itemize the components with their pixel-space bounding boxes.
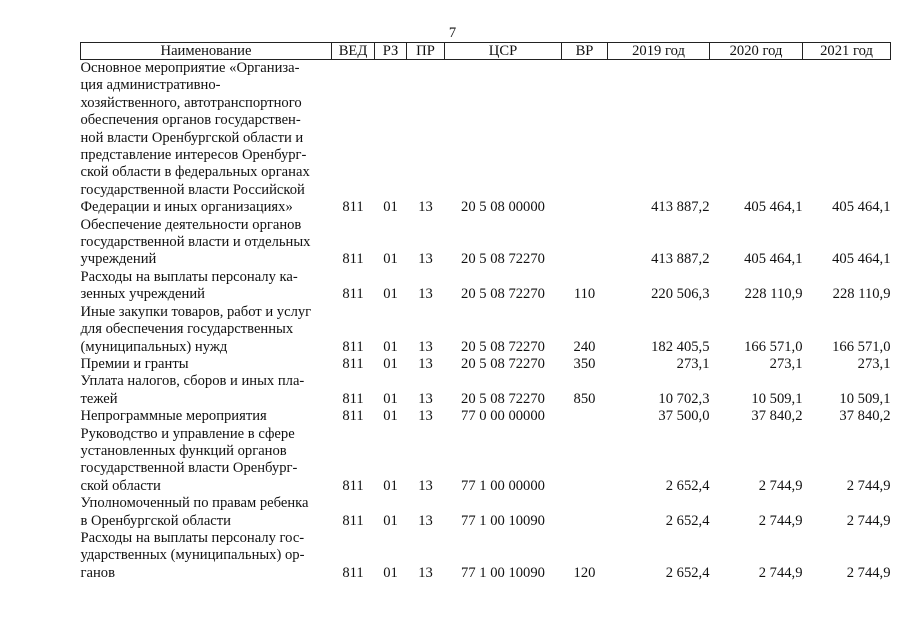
row-name-line: в Оренбургской области <box>80 512 231 529</box>
row-name-line: зенных учреждений <box>80 286 205 303</box>
pr-cell: 13 <box>418 408 433 425</box>
table-body <box>81 60 891 583</box>
row-name-cell <box>81 373 332 408</box>
pr-cell: 13 <box>418 338 433 355</box>
table-row <box>81 217 891 269</box>
csr-cell: 77 1 00 10090 <box>461 564 545 581</box>
table-header-row <box>81 43 891 60</box>
table-row <box>81 60 891 217</box>
ved-cell: 811 <box>342 338 364 355</box>
row-name-line: Непрограммные мероприятия <box>80 408 267 425</box>
value-2021-cell: 10 509,1 <box>839 390 891 407</box>
row-name-line: Основное мероприятие «Организа- <box>80 60 300 76</box>
row-name-cell <box>81 426 332 496</box>
row-name-line: ударственных (муниципальных) ор- <box>80 547 305 564</box>
row-name-line: хозяйственного, автотранспортного <box>80 94 302 111</box>
value-2019-cell: 2 652,4 <box>665 564 710 581</box>
vr-cell <box>562 217 608 269</box>
row-name-line: ской области <box>80 477 161 494</box>
row-name-line: обеспечения органов государствен- <box>80 112 301 129</box>
value-2021-cell: 166 571,0 <box>832 338 891 355</box>
csr-cell: 20 5 08 72270 <box>461 390 545 407</box>
row-name-line: ской области в федеральных органах <box>80 164 310 181</box>
header-pr: ПР <box>407 43 445 60</box>
vr-cell: 120 <box>573 564 596 581</box>
value-2020-cell: 405 464,1 <box>744 251 803 268</box>
value-2020-cell: 2 744,9 <box>758 477 803 494</box>
table-row <box>81 304 891 356</box>
pr-cell: 13 <box>418 251 433 268</box>
value-2021-cell: 228 110,9 <box>832 286 891 303</box>
pr-cell: 13 <box>418 199 433 216</box>
rz-cell: 01 <box>383 199 398 216</box>
row-name-cell <box>81 60 332 217</box>
header-2019: 2019 год <box>608 43 710 60</box>
ved-cell: 811 <box>342 477 364 494</box>
row-name-line: Расходы на выплаты персоналу ка- <box>80 268 298 285</box>
value-2019-cell: 2 652,4 <box>665 477 710 494</box>
header-vr: ВР <box>562 43 608 60</box>
value-2019-cell: 2 652,4 <box>665 512 710 529</box>
pr-cell: 13 <box>418 564 433 581</box>
csr-cell: 77 0 00 00000 <box>461 408 545 425</box>
row-name-line: государственной власти и отдельных <box>80 234 311 251</box>
csr-cell: 20 5 08 72270 <box>461 286 545 303</box>
page-number: 7 <box>448 25 457 41</box>
row-name-line: Уплата налогов, сборов и иных пла- <box>80 373 305 390</box>
table-row <box>81 495 891 530</box>
ved-cell: 811 <box>342 199 364 216</box>
ved-cell: 811 <box>342 355 364 372</box>
pr-cell: 13 <box>418 477 433 494</box>
vr-cell <box>562 426 608 496</box>
value-2021-cell: 273,1 <box>857 355 891 372</box>
header-2021: 2021 год <box>803 43 891 60</box>
row-name-cell <box>81 217 332 269</box>
value-2021-cell: 2 744,9 <box>846 564 891 581</box>
ved-cell: 811 <box>342 512 364 529</box>
row-name-line: государственной власти Российской <box>80 181 305 198</box>
rz-cell: 01 <box>383 286 398 303</box>
csr-cell: 77 1 00 00000 <box>461 477 545 494</box>
header-ved: ВЕД <box>332 43 375 60</box>
row-name-line: Премии и гранты <box>80 355 189 372</box>
value-2019-cell: 10 702,3 <box>658 390 710 407</box>
ved-cell: 811 <box>342 564 364 581</box>
row-name-line: государственной власти Оренбург- <box>80 460 298 477</box>
value-2019-cell: 413 887,2 <box>651 251 710 268</box>
csr-cell: 20 5 08 72270 <box>461 251 545 268</box>
csr-cell: 20 5 08 72270 <box>461 338 545 355</box>
rz-cell: 01 <box>383 251 398 268</box>
value-2020-cell: 273,1 <box>769 355 803 372</box>
value-2019-cell: 182 405,5 <box>651 338 710 355</box>
row-name-line: Иные закупки товаров, работ и услуг <box>80 303 312 320</box>
rz-cell: 01 <box>383 390 398 407</box>
row-name-line: Обеспечение деятельности органов <box>80 216 302 233</box>
row-name-line: (муниципальных) нужд <box>80 338 228 355</box>
row-name-cell <box>81 408 332 425</box>
table-row <box>81 269 891 304</box>
value-2021-cell: 2 744,9 <box>846 512 891 529</box>
budget-table <box>80 42 891 582</box>
rz-cell: 01 <box>383 512 398 529</box>
row-name-line: установленных функций органов <box>80 442 287 459</box>
csr-cell: 20 5 08 00000 <box>461 199 545 216</box>
header-name: Наименование <box>81 43 332 60</box>
rz-cell: 01 <box>383 338 398 355</box>
ved-cell: 811 <box>342 286 364 303</box>
rz-cell: 01 <box>383 564 398 581</box>
header-rz: РЗ <box>375 43 407 60</box>
csr-cell: 77 1 00 10090 <box>461 512 545 529</box>
table-row <box>81 530 891 582</box>
value-2019-cell: 220 506,3 <box>651 286 710 303</box>
row-name-cell <box>81 304 332 356</box>
value-2019-cell: 37 500,0 <box>658 408 710 425</box>
table-row <box>81 373 891 408</box>
row-name-cell <box>81 495 332 530</box>
value-2020-cell: 228 110,9 <box>744 286 803 303</box>
table-row <box>81 356 891 373</box>
value-2021-cell: 405 464,1 <box>832 251 891 268</box>
header-csr: ЦСР <box>445 43 562 60</box>
row-name-cell <box>81 356 332 373</box>
vr-cell: 850 <box>573 390 596 407</box>
rz-cell: 01 <box>383 355 398 372</box>
row-name-cell <box>81 269 332 304</box>
ved-cell: 811 <box>342 390 364 407</box>
value-2021-cell: 2 744,9 <box>846 477 891 494</box>
value-2019-cell: 413 887,2 <box>651 199 710 216</box>
value-2020-cell: 166 571,0 <box>744 338 803 355</box>
rz-cell: 01 <box>383 477 398 494</box>
table-row <box>81 426 891 496</box>
ved-cell: 811 <box>342 251 364 268</box>
value-2019-cell: 273,1 <box>676 355 710 372</box>
pr-cell: 13 <box>418 355 433 372</box>
pr-cell: 13 <box>418 390 433 407</box>
table-row <box>81 408 891 425</box>
vr-cell <box>562 60 608 217</box>
row-name-line: представление интересов Оренбург- <box>80 147 307 164</box>
pr-cell: 13 <box>418 512 433 529</box>
csr-cell: 20 5 08 72270 <box>461 355 545 372</box>
vr-cell <box>562 408 608 425</box>
rz-cell: 01 <box>383 408 398 425</box>
vr-cell: 350 <box>573 355 596 372</box>
row-name-cell <box>81 530 332 582</box>
value-2020-cell: 2 744,9 <box>758 512 803 529</box>
row-name-line: учреждений <box>80 251 157 268</box>
row-name-line: тежей <box>80 390 118 407</box>
header-2020: 2020 год <box>710 43 803 60</box>
vr-cell <box>562 495 608 530</box>
vr-cell: 110 <box>573 286 596 303</box>
ved-cell: 811 <box>342 408 364 425</box>
row-name-line: Руководство и управление в сфере <box>80 425 295 442</box>
value-2020-cell: 405 464,1 <box>744 199 803 216</box>
value-2020-cell: 2 744,9 <box>758 564 803 581</box>
row-name-line: ганов <box>80 564 115 581</box>
row-name-line: ной власти Оренбургской области и <box>80 129 304 146</box>
value-2021-cell: 37 840,2 <box>839 408 891 425</box>
row-name-line: Расходы на выплаты персоналу гос- <box>80 529 305 546</box>
row-name-line: Федерации и иных организациях» <box>80 199 293 216</box>
pr-cell: 13 <box>418 286 433 303</box>
value-2020-cell: 37 840,2 <box>751 408 803 425</box>
value-2021-cell: 405 464,1 <box>832 199 891 216</box>
vr-cell: 240 <box>573 338 596 355</box>
row-name-line: для обеспечения государственных <box>80 321 294 338</box>
row-name-line: Уполномоченный по правам ребенка <box>80 495 309 512</box>
row-name-line: ция административно- <box>80 77 221 94</box>
value-2020-cell: 10 509,1 <box>751 390 803 407</box>
